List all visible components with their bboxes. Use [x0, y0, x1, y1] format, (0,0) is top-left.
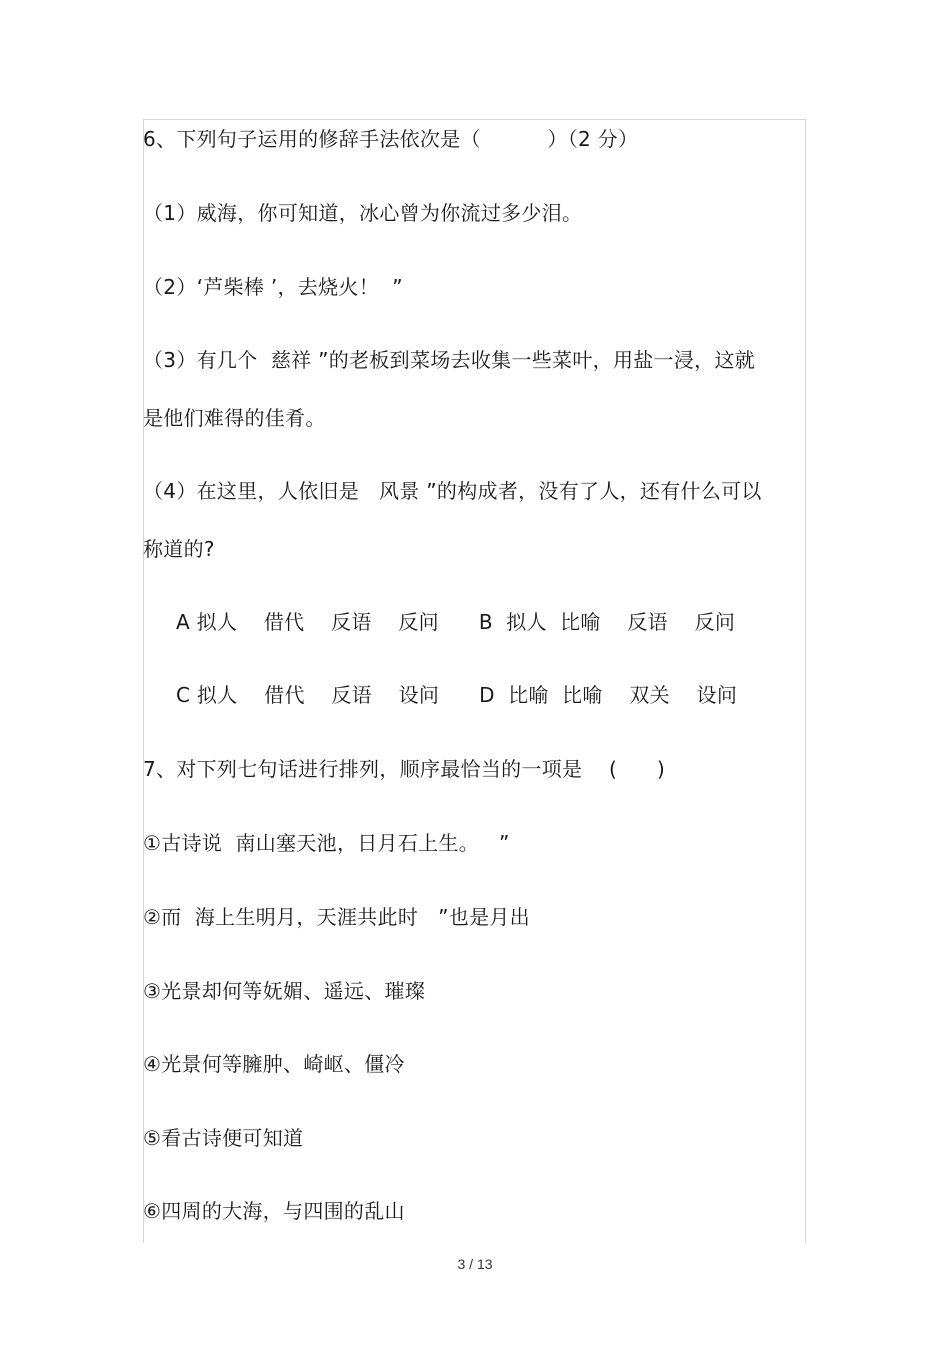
- page-number: 3 / 13: [457, 1256, 493, 1272]
- question-6-stem: 6、下列句子运用的修辞手法依次是（ ）（2 分）: [143, 127, 639, 151]
- question-7-sentence-2: ②而 海上生明月，天涯共此时 ”也是月出: [143, 905, 530, 929]
- question-7-sentence-4: ④光景何等臃肿、崎岖、僵冷: [143, 1052, 405, 1076]
- question-6-item-3-line-2: 是他们难得的佳肴。: [143, 406, 326, 430]
- question-6-item-2: （2）‘芦柴棒 ’，去烧火！ ”: [143, 275, 403, 299]
- question-6-options-a-b: A 拟人 借代 反语 反问 B 拟人 比喻 反语 反问: [176, 610, 736, 634]
- question-7-sentence-6: ⑥四周的大海，与四围的乱山: [143, 1199, 405, 1223]
- question-6-item-3-line-1: （3）有几个 慈祥 ”的老板到菜场去收集一些菜叶，用盐一浸，这就: [143, 348, 756, 372]
- question-6-options-c-d: C 拟人 借代 反语 设问 D 比喻 比喻 双关 设问: [176, 683, 738, 707]
- question-7-sentence-3: ③光景却何等妩媚、遥远、璀璨: [143, 979, 426, 1003]
- question-7-sentence-5: ⑤看古诗便可知道: [143, 1126, 304, 1150]
- question-6-item-1: （1）威海，你可知道，冰心曾为你流过多少泪。: [143, 201, 583, 225]
- question-6-item-4-line-1: （4）在这里，人依旧是 风景 ”的构成者，没有了人，还有什么可以: [143, 479, 762, 503]
- question-7-sentence-1: ①古诗说 南山塞天池，日月石上生。 ”: [143, 831, 510, 855]
- question-7-stem: 7、对下列七句话进行排列，顺序最恰当的一项是 ( ): [143, 757, 666, 781]
- question-6-item-4-line-2: 称道的?: [143, 537, 215, 561]
